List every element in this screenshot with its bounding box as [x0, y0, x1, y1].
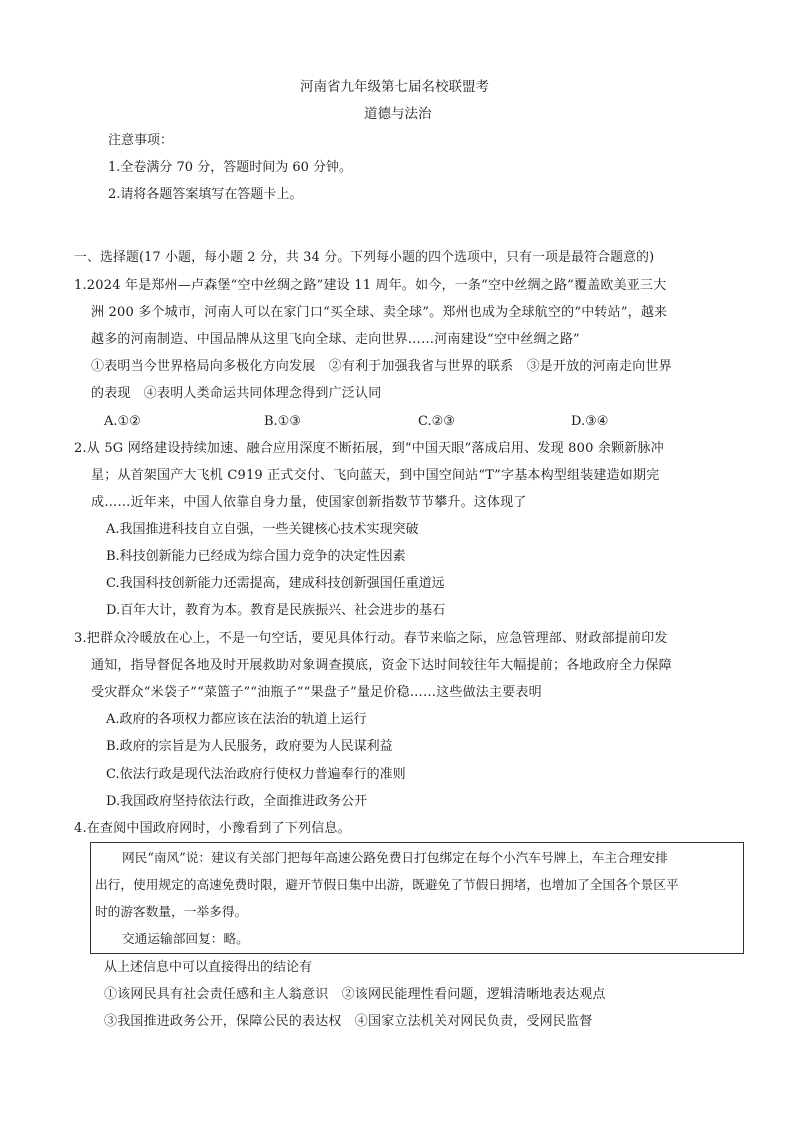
notice-heading: 注意事项： [108, 133, 174, 148]
q2-stem-line: 2.从 5G 网络建设持续加速、融合应用深度不断拓展，到“中国天眼”落成启用、发现 800 余颗新脉冲 [74, 441, 664, 456]
q3-stem-line: 3.把群众冷暖放在心上，不是一句空话，要见具体行动。春节来临之际，应急管理部、财政部提前印发 [74, 631, 668, 646]
q3-option-a: A.政府的各项权力都应该在法治的轨道上运行 [106, 712, 367, 727]
q3-option-b: B.政府的宗旨是为人民服务，政府要为人民谋利益 [106, 739, 393, 754]
q4-statements-line: ③我国推进政务公开，保障公民的表达权 ④国家立法机关对网民负责，受网民监督 [104, 1014, 593, 1029]
notice-item: 2.请将各题答案填写在答题卡上。 [108, 187, 303, 202]
q4-statements-line: ①该网民具有社会责任感和主人翁意识 ②该网民能理性看问题，逻辑清晰地表达观点 [104, 987, 606, 1002]
q2-option-d: D.百年大计，教育为本。教育是民族振兴、社会进步的基石 [106, 603, 446, 618]
subject-title: 道德与法治 [364, 106, 432, 122]
q1-stem-line: 洲 200 多个城市，河南人可以在家门口“买全球、卖全球”。郑州也成为全球航空的“中转站”，越来 [91, 305, 668, 320]
q1-option-c: C.②③ [418, 414, 455, 429]
q4-box-line: 交通运输部回复：略。 [122, 931, 249, 946]
q4-stem: 4.在查阅中国政府网时，小豫看到了下列信息。 [74, 821, 351, 836]
notice-item: 1.全卷满分 70 分，答题时间为 60 分钟。 [108, 160, 353, 175]
q3-option-d: D.我国政府坚持依法行政，全面推进政务公开 [106, 794, 368, 809]
q3-stem-line: 通知，指导督促各地及时开展救助对象调查摸底，资金下达时间较往年大幅提前；各地政府全力保障 [91, 658, 672, 673]
q1-option-b: B.①③ [264, 414, 301, 429]
q4-box-line: 网民“南风”说：建议有关部门把每年高速公路免费日打包绑定在每个小汽车号牌上，车主合理安排 [122, 850, 668, 865]
q1-stem-line: 1.2024 年是郑州—卢森堡“空中丝绸之路”建设 11 周年。如今，一条“空中丝绸之路”覆盖欧美亚三大 [74, 278, 667, 293]
exam-title: 河南省九年级第七届名校联盟考 [300, 79, 489, 95]
q2-option-c: C.我国科技创新能力还需提高，建成科技创新强国任重道远 [106, 576, 445, 591]
q4-box-line: 出行，使用规定的高速免费时限，避开节假日集中出游，既避免了节假日拥堵，也增加了全国各个景区平 [95, 877, 679, 892]
q2-option-b: B.科技创新能力已经成为综合国力竞争的决定性因素 [106, 549, 406, 564]
q2-stem-line: 成……近年来，中国人依靠自身力量，使国家创新指数节节攀升。这体现了 [91, 495, 527, 510]
q1-option-a: A.①② [104, 414, 141, 429]
q1-option-d: D.③④ [571, 414, 609, 429]
q1-stem-line: 越多的河南制造、中国品牌从这里飞向全球、走向世界……河南建设“空中丝绸之路” [91, 332, 580, 347]
q1-statements-line: 的表现 ④表明人类命运共同体理念得到广泛认同 [91, 386, 382, 401]
q2-option-a: A.我国推进科技自立自强，一些关键核心技术实现突破 [106, 522, 419, 537]
section-heading: 一、选择题(17 小题，每小题 2 分，共 34 分。下列每小题的四个选项中，只有一项是最符合题意的) [74, 250, 655, 265]
q4-question: 从上述信息中可以直接得出的结论有 [104, 960, 313, 975]
q2-stem-line: 星；从首架国产大飞机 C919 正式交付、飞向蓝天，到中国空间站“T”字基本构型组装建造如期完 [91, 468, 660, 483]
q3-option-c: C.依法行政是现代法治政府行使权力普遍奉行的准则 [106, 767, 406, 782]
q1-statements-line: ①表明当今世界格局向多极化方向发展 ②有利于加强我省与世界的联系 ③是开放的河南走向世界 [91, 359, 672, 374]
q3-stem-line: 受灾群众“米袋子”“菜篮子”“油瓶子”“果盘子”量足价稳……这些做法主要表明 [91, 685, 542, 700]
q4-box-line: 时的游客数量，一举多得。 [95, 904, 248, 919]
